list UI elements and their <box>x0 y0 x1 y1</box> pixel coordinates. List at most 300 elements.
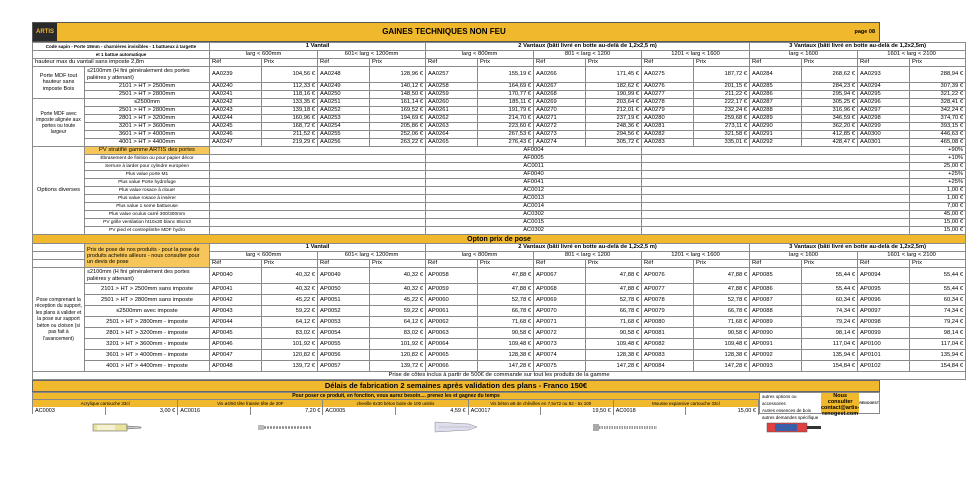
ref-code: AA0273 <box>534 131 586 139</box>
ref-header: Réf <box>858 260 910 268</box>
ref-code: AA0268 <box>534 91 586 99</box>
spacer <box>210 155 426 163</box>
ref-header: Réf <box>318 59 370 67</box>
spacer <box>642 171 910 179</box>
option-ref: AC0011 <box>426 163 642 171</box>
ref-code: AA0260 <box>426 99 478 107</box>
spacer <box>642 179 910 187</box>
price: 147,28 € <box>586 361 642 372</box>
accessory-price: 7,20 € <box>251 407 324 415</box>
price: 55,44 € <box>910 268 966 284</box>
price: 362,20 € <box>802 123 858 131</box>
ref-header: Réf <box>210 59 262 67</box>
price: 52,78 € <box>586 295 642 306</box>
ref-code: AP0048 <box>210 361 262 372</box>
price: 79,24 € <box>910 317 966 328</box>
ref-code: AP0078 <box>642 295 694 306</box>
prix-header: Prix <box>586 59 642 67</box>
option-price: +25% <box>910 171 966 179</box>
price: 74,34 € <box>802 306 858 317</box>
price: 346,59 € <box>802 115 858 123</box>
ref-code: AA0251 <box>318 99 370 107</box>
spacer <box>642 227 910 235</box>
table-row <box>33 268 966 284</box>
spacer <box>642 195 910 203</box>
ref-code: AP0054 <box>318 328 370 339</box>
price: 90,58 € <box>586 328 642 339</box>
option-row <box>33 195 966 203</box>
table-row <box>33 328 966 339</box>
spacer <box>642 187 910 195</box>
price: 47,88 € <box>478 284 534 295</box>
price: 295,94 € <box>802 91 858 99</box>
price: 201,15 € <box>694 83 750 91</box>
ref-code: AA0300 <box>858 131 910 139</box>
price: 135,94 € <box>910 350 966 361</box>
pose-price-rows <box>33 268 966 372</box>
price: 71,68 € <box>694 317 750 328</box>
renogest-logo: RENOGEST <box>859 393 879 413</box>
price: 47,88 € <box>694 268 750 284</box>
option-row <box>33 171 966 179</box>
option-ref: AC0014 <box>426 203 642 211</box>
group-2-vantaux: 2 Vantaux (bâti livré en botte au-delà de 1,2x2,5 m) <box>426 43 750 51</box>
table-row <box>33 339 966 350</box>
prix-header: Prix <box>262 260 318 268</box>
spacer <box>642 203 910 211</box>
height-range: 2501 > HT > 2800mm <box>85 107 210 115</box>
price: 128,38 € <box>586 350 642 361</box>
sealant-cartridge-icon <box>32 416 202 438</box>
mdf-price-rows <box>33 67 966 147</box>
ref-code: AA0249 <box>318 83 370 91</box>
ref-code: AA0293 <box>858 67 910 83</box>
ref-code: AA0261 <box>426 107 478 115</box>
option-label: PV grille ventilation ht10x30 blanc 85cm3 <box>85 219 210 227</box>
price: 237,19 € <box>586 115 642 123</box>
price: 147,28 € <box>478 361 534 372</box>
page-title: GAINES TECHNIQUES NON FEU <box>382 27 506 36</box>
price: 109,48 € <box>478 339 534 350</box>
accessories-refs <box>33 407 759 415</box>
width-header: 1601 < larg < 2100 <box>858 51 966 59</box>
ref-code: AP0052 <box>318 306 370 317</box>
mdf-label: Porte MDF tout hauteur sans imposte Bois <box>33 67 85 99</box>
options-label: Options diverses <box>33 147 85 235</box>
ref-code: AP0061 <box>426 306 478 317</box>
option-price: 25,00 € <box>910 163 966 171</box>
table-row <box>33 284 966 295</box>
ref-code: AP0040 <box>210 268 262 284</box>
price: 171,45 € <box>586 67 642 83</box>
price: 40,32 € <box>370 284 426 295</box>
spacer <box>210 147 426 155</box>
ref-code: AP0080 <box>642 317 694 328</box>
ref-code: AA0256 <box>318 139 370 147</box>
accessory-name: Acrylique cartouche 33cl <box>33 400 178 407</box>
price: 98,14 € <box>802 328 858 339</box>
link-essences[interactable]: Autres essences de bois <box>762 408 812 413</box>
option-price: +25% <box>910 179 966 187</box>
ref-code: AA0277 <box>642 91 694 99</box>
price: 90,58 € <box>694 328 750 339</box>
option-price: 7,00 € <box>910 203 966 211</box>
intro-line-3: hauteur max du vantail sans imposte 2,8m <box>33 59 210 67</box>
price: 55,44 € <box>802 284 858 295</box>
prix-header: Prix <box>802 260 858 268</box>
ref-header: Réf <box>858 59 910 67</box>
prix-header: Prix <box>370 260 426 268</box>
price: 55,44 € <box>910 284 966 295</box>
price: 155,19 € <box>478 67 534 83</box>
ref-code: AA0250 <box>318 91 370 99</box>
price: 428,47 € <box>802 139 858 147</box>
page-number: page 08 <box>854 29 875 35</box>
ref-code: AP0093 <box>750 361 802 372</box>
ref-code: AP0041 <box>210 284 262 295</box>
ref-code: AP0062 <box>426 317 478 328</box>
width-header: 801 < larg < 1200 <box>534 51 642 59</box>
price: 101,92 € <box>370 339 426 350</box>
option-label: Plus value porte M1 <box>85 171 210 179</box>
ref-code: AA0279 <box>642 107 694 115</box>
ref-code: AA0286 <box>750 91 802 99</box>
price: 223,60 € <box>478 123 534 131</box>
price: 135,94 € <box>802 350 858 361</box>
price: 160,96 € <box>262 115 318 123</box>
option-price: 15,00 € <box>910 227 966 235</box>
prix-header: Prix <box>910 260 966 268</box>
option-row <box>33 179 966 187</box>
price: 273,11 € <box>694 123 750 131</box>
ref-code: AA0252 <box>318 107 370 115</box>
option-ref: AC0012 <box>426 187 642 195</box>
option-label: PV pied et contreplinthe MDF hydro <box>85 227 210 235</box>
ref-header: Réf <box>642 260 694 268</box>
price: 139,72 € <box>262 361 318 372</box>
ref-code: AP0075 <box>534 361 586 372</box>
accessory-name: Vis béton ø8 de chêvilles en 7,5x72 ou 82 - 5x 100 <box>469 400 614 407</box>
price: 168,72 € <box>262 123 318 131</box>
ref-header: Réf <box>426 59 478 67</box>
ref-code: AP0064 <box>426 339 478 350</box>
price: 109,48 € <box>694 339 750 350</box>
price: 47,88 € <box>694 284 750 295</box>
ref-code: AA0240 <box>210 83 262 91</box>
option-row <box>33 203 966 211</box>
width-header: 601< larg < 1200mm <box>318 252 426 260</box>
ref-code: AA0241 <box>210 91 262 99</box>
option-price: +10% <box>910 155 966 163</box>
ref-code: AP0047 <box>210 350 262 361</box>
price: 104,56 € <box>262 67 318 83</box>
table-row <box>33 139 966 147</box>
group-3-vantaux: 3 Vantaux (bâti livré en botte au-delà de 1,2x2,5m) <box>750 244 966 252</box>
price: 211,52 € <box>262 131 318 139</box>
price: 133,35 € <box>262 99 318 107</box>
spacer <box>210 187 426 195</box>
option-label: PV stratifié gamme ARTIS des portes <box>85 147 210 155</box>
price: 52,78 € <box>694 295 750 306</box>
ref-code: AP0049 <box>318 268 370 284</box>
option-ref: AC0302 <box>426 211 642 219</box>
accessory-ref: AC0005 <box>323 407 396 415</box>
option-row <box>33 155 966 163</box>
ref-code: AP0067 <box>534 268 586 284</box>
width-header: 1201 < larg < 1600 <box>642 51 750 59</box>
ref-code: AP0045 <box>210 328 262 339</box>
price: 161,14 € <box>370 99 426 107</box>
spacer <box>210 211 426 219</box>
ref-code: AA0248 <box>318 67 370 83</box>
ref-code: AP0082 <box>642 339 694 350</box>
prix-header: Prix <box>262 59 318 67</box>
option-ref: AF0041 <box>426 179 642 187</box>
height-range: 3201 > HT > 3600mm <box>85 123 210 131</box>
intro-line-2: et 1 battue automatique <box>33 51 210 59</box>
section-pose-title: Opton prix de pose <box>33 235 966 244</box>
price: 74,34 € <box>910 306 966 317</box>
ref-code: AP0074 <box>534 350 586 361</box>
price: 316,96 € <box>802 107 858 115</box>
price: 47,88 € <box>478 268 534 284</box>
prix-header: Prix <box>802 59 858 67</box>
ref-code: AP0051 <box>318 295 370 306</box>
ref-header: Réf <box>426 260 478 268</box>
accessories-bar <box>32 392 880 420</box>
ref-code: AA0267 <box>534 83 586 91</box>
ref-code: AA0281 <box>642 123 694 131</box>
price: 40,32 € <box>262 268 318 284</box>
height-range: ≤2500mm avec imposte <box>85 306 210 317</box>
ref-code: AA0284 <box>750 67 802 83</box>
price: 185,11 € <box>478 99 534 107</box>
ref-code: AP0099 <box>858 328 910 339</box>
price: 263,22 € <box>370 139 426 147</box>
ref-code: AP0066 <box>426 361 478 372</box>
height-range: 3601 > HT > 4000mm <box>85 131 210 139</box>
ref-code: AP0100 <box>858 339 910 350</box>
spacer <box>642 163 910 171</box>
height-range: 4001 > HT > 4400mm - imposte <box>85 361 210 372</box>
price: 66,78 € <box>586 306 642 317</box>
price: 79,24 € <box>802 317 858 328</box>
table-row <box>33 350 966 361</box>
accessory-name: Vis ø4/50 tête fraisée tête de 20F <box>178 400 323 407</box>
prix-header: Prix <box>586 260 642 268</box>
ref-code: AP0079 <box>642 306 694 317</box>
accessories-labels <box>33 400 759 407</box>
option-price: 1,00 € <box>910 195 966 203</box>
price: 45,22 € <box>262 295 318 306</box>
table-row <box>33 115 966 123</box>
price: 45,22 € <box>370 295 426 306</box>
height-range: ≤2500mm <box>85 99 210 107</box>
option-label: Plus value rosace à clouer <box>85 187 210 195</box>
ref-code: AA0295 <box>858 91 910 99</box>
ref-code: AA0243 <box>210 107 262 115</box>
ref-code: AP0081 <box>642 328 694 339</box>
width-header: 601< larg < 1200mm <box>318 51 426 59</box>
group-1-vantail: 1 Vantail <box>210 43 426 51</box>
ref-code: AA0274 <box>534 139 586 147</box>
ref-code: AP0087 <box>750 295 802 306</box>
ref-code: AA0280 <box>642 115 694 123</box>
foam-cartridge-icon <box>710 416 880 438</box>
options-rows <box>33 147 966 235</box>
width-header: larg < 800mm <box>426 252 534 260</box>
option-ref: AF0005 <box>426 155 642 163</box>
ref-code: AA0258 <box>426 83 478 91</box>
option-ref: AF0040 <box>426 171 642 179</box>
height-range: 2801 > HT > 3200mm - imposte <box>85 328 210 339</box>
option-label: Plus value rosace à insérer <box>85 195 210 203</box>
option-label: Serrure à larder pour cylindre européen <box>85 163 210 171</box>
spacer <box>210 219 426 227</box>
price: 205,86 € <box>370 123 426 131</box>
price: 335,01 € <box>694 139 750 147</box>
ref-code: AA0287 <box>750 99 802 107</box>
price: 284,23 € <box>802 83 858 91</box>
price: 187,72 € <box>694 67 750 83</box>
ref-header: Réf <box>534 59 586 67</box>
ref-code: AA0265 <box>426 139 478 147</box>
option-price: 15,00 € <box>910 219 966 227</box>
ref-code: AA0289 <box>750 115 802 123</box>
ref-code: AP0095 <box>858 284 910 295</box>
price: 288,94 € <box>910 67 966 83</box>
price: 120,82 € <box>262 350 318 361</box>
ref-code: AP0053 <box>318 317 370 328</box>
accessory-name: Mousse expansive cartouche 33cl <box>614 400 759 407</box>
table-row <box>33 295 966 306</box>
ref-code: AA0272 <box>534 123 586 131</box>
height-range: 2501 > HT > 2800mm sans imposte <box>85 295 210 306</box>
prix-header: Prix <box>910 59 966 67</box>
spacer <box>210 203 426 211</box>
ref-code: AP0098 <box>858 317 910 328</box>
ref-code: AP0096 <box>858 295 910 306</box>
price: 219,29 € <box>262 139 318 147</box>
price: 117,04 € <box>802 339 858 350</box>
ref-header: Réf <box>750 59 802 67</box>
spacer <box>210 195 426 203</box>
ref-code: AA0264 <box>426 131 478 139</box>
price: 60,34 € <box>802 295 858 306</box>
ref-code: AP0086 <box>750 284 802 295</box>
price: 120,82 € <box>370 350 426 361</box>
price: 64,12 € <box>262 317 318 328</box>
price-sheet <box>32 22 964 438</box>
link-options[interactable]: autres options ou accessoires <box>762 394 797 406</box>
price: 47,88 € <box>586 268 642 284</box>
ref-code: AA0244 <box>210 115 262 123</box>
price: 139,72 € <box>370 361 426 372</box>
price: 222,17 € <box>694 99 750 107</box>
price: 140,12 € <box>370 83 426 91</box>
price: 214,70 € <box>478 115 534 123</box>
ref-code: AP0056 <box>318 350 370 361</box>
ref-code: AA0282 <box>642 131 694 139</box>
ref-code: AP0071 <box>534 317 586 328</box>
ref-code: AP0065 <box>426 350 478 361</box>
table-row <box>33 361 966 372</box>
contact-email[interactable]: contact@artis- <box>820 405 860 411</box>
ref-code: AA0269 <box>534 99 586 107</box>
option-ref: AC0302 <box>426 227 642 235</box>
width-header: larg < 1600 <box>750 252 858 260</box>
price: 268,62 € <box>802 67 858 83</box>
prix-header: Prix <box>694 59 750 67</box>
ref-code: AP0050 <box>318 284 370 295</box>
price: 154,84 € <box>910 361 966 372</box>
header-bar <box>32 22 880 42</box>
price: 203,64 € <box>586 99 642 107</box>
intro-line-1: Code sapin - Porte 19mm - charnières invisibles - 1 battueux à targette <box>33 43 210 51</box>
table-row <box>33 131 966 139</box>
ref-code: AP0097 <box>858 306 910 317</box>
price: 90,58 € <box>478 328 534 339</box>
spacer <box>210 227 426 235</box>
ref-code: AP0070 <box>534 306 586 317</box>
contact-email-domain[interactable]: renogest.com <box>822 411 859 417</box>
wood-screw-icon <box>202 416 372 438</box>
ref-code: AA0255 <box>318 131 370 139</box>
ref-code: AA0263 <box>426 123 478 131</box>
price: 321,58 € <box>694 131 750 139</box>
width-header: 1201 < larg < 1600 <box>642 252 750 260</box>
ref-header: Réf <box>210 260 262 268</box>
height-range: 2801 > HT > 3200mm <box>85 115 210 123</box>
option-label: Plus value 1 seme battueuse <box>85 203 210 211</box>
height-range: 3601 > HT > 4000mm - imposte <box>85 350 210 361</box>
ref-code: AA0290 <box>750 123 802 131</box>
price: 109,48 € <box>586 339 642 350</box>
pose-label: Pose comprenant la réception du support, les plans à valider et la pose sur support béton ou cloison (si pas fait à l'avancement) <box>33 268 85 372</box>
ref-code: AA0291 <box>750 131 802 139</box>
ref-code: AA0276 <box>642 83 694 91</box>
price: 267,53 € <box>478 131 534 139</box>
ref-code: AA0297 <box>858 107 910 115</box>
price: 59,22 € <box>370 306 426 317</box>
ref-code: AA0275 <box>642 67 694 83</box>
price: 60,34 € <box>910 295 966 306</box>
price: 412,85 € <box>802 131 858 139</box>
spacer <box>210 171 426 179</box>
price: 40,32 € <box>262 284 318 295</box>
accessories-title: Pour poser ce produit, en fonction, vous aurez besoin.... prenez les et gagnez du temps <box>33 393 759 400</box>
ref-code: AP0042 <box>210 295 262 306</box>
ref-code: AA0253 <box>318 115 370 123</box>
option-label: Plus value Porte hydrofuge <box>85 179 210 187</box>
price: 182,62 € <box>586 83 642 91</box>
spacer <box>642 155 910 163</box>
accessory-price: 15,00 € <box>686 407 759 415</box>
width-header: larg < 600mm <box>210 51 318 59</box>
price: 169,52 € <box>370 107 426 115</box>
ref-code: AP0058 <box>426 268 478 284</box>
ref-code: AP0084 <box>642 361 694 372</box>
ref-code: AA0283 <box>642 139 694 147</box>
price: 52,78 € <box>478 295 534 306</box>
artis-logo: ARTIS <box>33 23 57 41</box>
ref-header: Réf <box>642 59 694 67</box>
ref-code: AA0298 <box>858 115 910 123</box>
link-demandes[interactable]: autres demandes spécifique <box>762 415 819 420</box>
price: 148,50 € <box>370 91 426 99</box>
group-1-vantail: 1 Vantail <box>210 244 426 252</box>
price: 211,22 € <box>694 91 750 99</box>
